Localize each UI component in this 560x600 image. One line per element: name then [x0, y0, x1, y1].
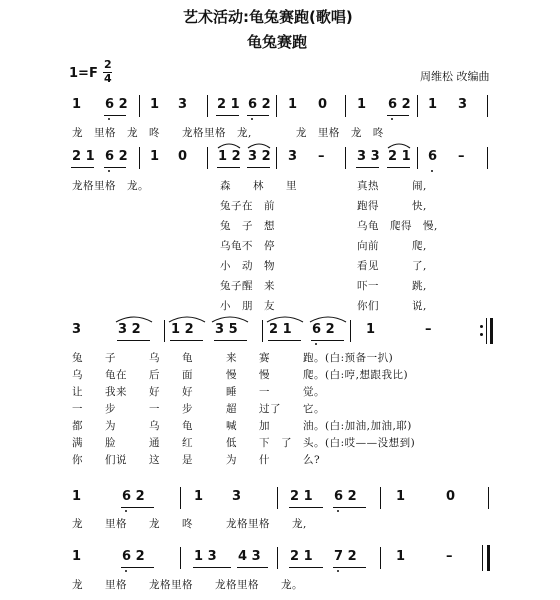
slur [247, 141, 271, 149]
low-octave-dot [125, 570, 127, 572]
lyric-line: 让 我来 好 好 睡 一 觉。 [72, 386, 325, 398]
beam [387, 167, 410, 168]
beam [247, 167, 270, 168]
note: 6 2 [388, 97, 411, 112]
note: 6 2 [122, 489, 145, 504]
barline [277, 547, 278, 569]
barline [417, 147, 418, 169]
barline [345, 147, 346, 169]
note: – [425, 322, 432, 337]
barline [488, 487, 489, 509]
note: 1 [357, 97, 367, 112]
page-title: 艺术活动:龟兔赛跑(歌唱) [183, 8, 353, 26]
note: 6 2 [105, 149, 128, 164]
note: 2 1 [217, 97, 240, 112]
note: 1 [396, 549, 406, 564]
note: 1 [194, 489, 204, 504]
barline [180, 487, 181, 509]
note: 3 3 [357, 149, 380, 164]
beam [268, 340, 301, 341]
final-barline-thick [487, 545, 490, 571]
note: 1 [396, 489, 406, 504]
barline [139, 147, 140, 169]
note: 2 1 [290, 549, 313, 564]
note: 3 [178, 97, 188, 112]
note: 3 [458, 97, 468, 112]
barline [276, 95, 277, 117]
beam [117, 340, 150, 341]
beam [216, 115, 239, 116]
low-octave-dot [337, 510, 339, 512]
low-octave-dot [125, 510, 127, 512]
barline [139, 95, 140, 117]
note: 2 1 [290, 489, 313, 504]
note: – [458, 149, 465, 164]
beam [333, 567, 366, 568]
beam [121, 567, 154, 568]
repeat-barline-thick [490, 318, 493, 344]
beam [289, 507, 323, 508]
beam [237, 567, 268, 568]
note: 1 2 [218, 149, 241, 164]
barline [487, 95, 488, 117]
lyric-line: 乌龟不 停 [220, 240, 275, 252]
lyric-line: 龙 里格 龙 咚 龙格里格 龙, 龙 里格 龙 咚 [72, 127, 384, 139]
low-octave-dot [251, 118, 253, 120]
note: 1 [150, 97, 160, 112]
beam [193, 567, 231, 568]
note: 1 [72, 489, 82, 504]
barline [164, 320, 165, 342]
barline [207, 147, 208, 169]
beam [333, 507, 366, 508]
low-octave-dot [391, 118, 393, 120]
barline [345, 95, 346, 117]
note: 1 3 [194, 549, 217, 564]
note: 0 [178, 149, 188, 164]
beam [214, 340, 247, 341]
lyric-line: 乌 龟在 后 面 慢 慢 爬。(白:哼,想跟我比) [72, 369, 409, 381]
song-subtitle: 龟兔赛跑 [247, 33, 308, 51]
lyric-line: 你 们说 这 是 为 什 么? [72, 454, 321, 466]
lyric-line: 兔 子 想 [220, 220, 275, 232]
composer-credit: 周维松 改编曲 [420, 70, 490, 83]
low-octave-dot [315, 343, 317, 345]
lyric-line: 乌龟 爬得 慢, [357, 220, 438, 232]
beam [289, 567, 323, 568]
note: 0 [446, 489, 456, 504]
note: 2 1 [72, 149, 95, 164]
note: 0 [318, 97, 328, 112]
lyric-line: 都 为 乌 龟 喊 加 油。(白:加油,加油,耶) [72, 420, 412, 432]
lyric-line: 吓一 跳, [357, 280, 427, 292]
key-signature: 1=F [69, 66, 98, 81]
lyric-line: 小 朋 友 [220, 300, 275, 312]
barline [380, 487, 381, 509]
lyric-line: 一 步 一 步 超 过了 它。 [72, 403, 325, 415]
note: 1 [428, 97, 438, 112]
note: 3 2 [248, 149, 271, 164]
lyric-line: 龙 里格 龙格里格 龙格里格 龙。 [72, 579, 303, 591]
lyric-line: 看见 了, [357, 260, 427, 272]
note: 3 [288, 149, 298, 164]
lyric-line: 跑得 快, [357, 200, 427, 212]
time-signature-top: 2 [104, 58, 112, 71]
lyric-line: 兔 子 乌 龟 来 赛 跑。(白:预备一扒) [72, 352, 394, 364]
beam [104, 115, 126, 116]
note: 1 [72, 97, 82, 112]
repeat-barline-thin [486, 318, 487, 344]
low-octave-dot [108, 118, 110, 120]
note: 3 5 [215, 322, 238, 337]
note: 1 [72, 549, 82, 564]
slur [387, 141, 411, 149]
time-signature-bottom: 4 [104, 72, 112, 85]
beam [121, 507, 154, 508]
note: – [318, 149, 325, 164]
note: 2 1 [388, 149, 411, 164]
beam [170, 340, 203, 341]
note: 6 2 [312, 322, 335, 337]
barline [487, 147, 488, 169]
lyric-line: 龙 里格 龙 咚 龙格里格 龙, [72, 518, 307, 530]
barline [207, 95, 208, 117]
lyric-line: 满 脸 通 红 低 下 了 头。(白:哎——没想到) [72, 437, 416, 449]
beam [71, 167, 94, 168]
barline [262, 320, 263, 342]
beam [356, 167, 379, 168]
note: 6 2 [105, 97, 128, 112]
barline [380, 547, 381, 569]
barline [277, 487, 278, 509]
lyric-line: 真热 闹, [357, 180, 427, 192]
beam [104, 167, 126, 168]
lyric-line: 龙格里格 龙。 [72, 180, 149, 192]
note: 6 2 [122, 549, 145, 564]
note: 2 1 [269, 322, 292, 337]
low-octave-dot [431, 170, 433, 172]
note: 1 [366, 322, 376, 337]
repeat-dot [480, 325, 483, 328]
beam [311, 340, 344, 341]
note: 1 [288, 97, 298, 112]
barline [417, 95, 418, 117]
lyric-line: 兔子醒 来 [220, 280, 275, 292]
barline [180, 547, 181, 569]
beam [387, 115, 409, 116]
note: – [446, 549, 453, 564]
note: 6 [428, 149, 438, 164]
repeat-dot [480, 333, 483, 336]
note: 3 [232, 489, 242, 504]
note: 3 [72, 322, 82, 337]
slur [217, 141, 241, 149]
note: 1 [150, 149, 160, 164]
lyric-line: 你们 说, [357, 300, 427, 312]
note: 1 2 [171, 322, 194, 337]
lyric-line: 森 林 里 [220, 180, 297, 192]
final-barline-thin [482, 545, 483, 571]
note: 3 2 [118, 322, 141, 337]
low-octave-dot [108, 170, 110, 172]
note: 6 2 [334, 489, 357, 504]
note: 7 2 [334, 549, 357, 564]
note: 6 2 [248, 97, 271, 112]
barline [350, 320, 351, 342]
beam [217, 167, 240, 168]
lyric-line: 小 动 物 [220, 260, 275, 272]
lyric-line: 向前 爬, [357, 240, 427, 252]
beam [247, 115, 269, 116]
low-octave-dot [337, 570, 339, 572]
lyric-line: 兔子在 前 [220, 200, 275, 212]
note: 4 3 [238, 549, 261, 564]
barline [276, 147, 277, 169]
